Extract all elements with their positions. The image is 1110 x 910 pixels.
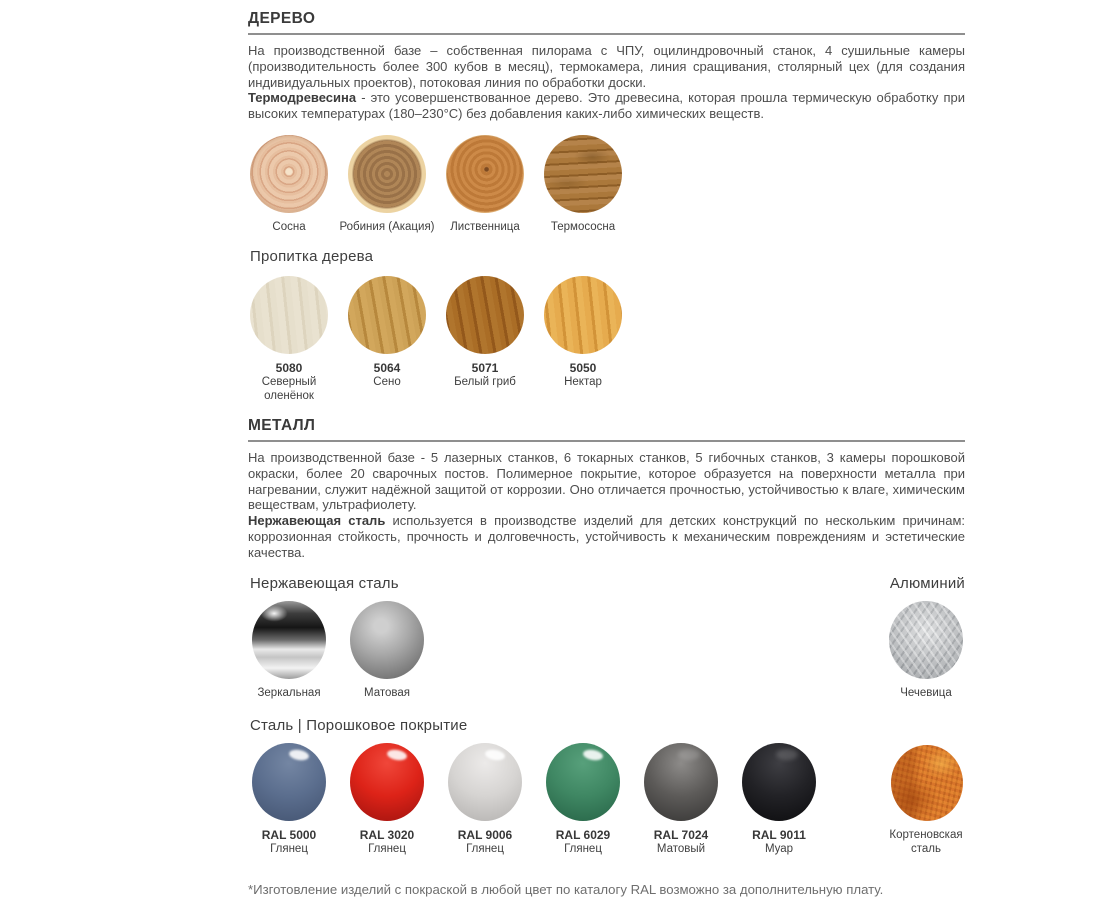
powder-swatch-row	[248, 743, 965, 856]
metal-section-title: МЕТАЛЛ	[248, 416, 316, 434]
pine-wood-swatch-image	[250, 135, 328, 213]
metal-paragraph-2	[248, 513, 965, 560]
swatch-label: Лиственница	[450, 220, 520, 233]
ral3020-swatch-image	[350, 743, 424, 821]
swatch-label: Чечевица	[900, 686, 952, 699]
ral5000-swatch-image	[252, 743, 326, 821]
wood-section-divider	[248, 33, 965, 35]
ral-code: RAL 5000	[261, 827, 317, 842]
wood-swatch-row	[248, 135, 965, 234]
impregnation-swatch-row	[248, 276, 965, 403]
stain-name: Белый гриб	[454, 375, 516, 388]
swatch-label: Сосна	[272, 220, 306, 233]
aluminum-title: Алюминий	[889, 574, 965, 592]
stain-5071-swatch-image	[446, 276, 524, 354]
larch-wood-swatch-image	[446, 135, 524, 213]
thermo-pine-swatch-image	[544, 135, 622, 213]
wood-term-bold: Термодревесина	[248, 90, 357, 106]
stainless-title: Нержавеющая сталь	[250, 574, 399, 592]
metal-section-divider	[248, 440, 965, 442]
footnote: *Изготовление изделий с покраской в любой цвет по каталогу RAL возможно за дополнительную плату.	[248, 881, 884, 897]
checker-plate-swatch-image	[889, 601, 963, 679]
wood-paragraph-2	[248, 90, 965, 122]
swatch-aluminum-checker	[867, 601, 965, 700]
ral-code: RAL 3020	[359, 827, 415, 842]
powder-coating-title: Сталь | Порошковое покрытие	[250, 716, 468, 734]
impregnation-heading-row	[248, 248, 965, 265]
wood-term-text: - это усовершенствованное дерево. Это древесина, которая прошла термическую обработку при высоких температурах (180–230°С) без добавления каких-либо химических веществ.	[248, 90, 965, 122]
stain-name: Сено	[373, 375, 401, 388]
swatch-corten-steel	[867, 743, 965, 856]
ral-finish: Глянец	[270, 842, 308, 855]
stain-code: 5064	[373, 360, 401, 375]
corten-name: Кортеновская сталь	[889, 828, 963, 855]
ral-finish: Глянец	[368, 842, 406, 855]
swatch-5050	[544, 276, 642, 403]
swatch-label	[704, 828, 854, 856]
matte-steel-swatch-image	[350, 601, 424, 679]
acacia-wood-swatch-image	[348, 135, 426, 213]
swatch-label	[508, 361, 658, 389]
stain-5064-swatch-image	[348, 276, 426, 354]
wood-section-title: ДЕРЕВО	[248, 10, 316, 27]
stainless-heading-row	[248, 575, 965, 592]
wood-paragraph-1: На производственной базе – собственная пилорама с ЧПУ, оцилиндровочный станок, 4 сушильные камеры (производительность более 300 кубов в месяц), термокамера, линия сращивания, столярный цех (для создания индивидуальных проектов), потоковая линия по обработки доски.	[248, 43, 965, 90]
stain-5080-swatch-image	[250, 276, 328, 354]
ral7024-swatch-image	[644, 743, 718, 821]
corten-steel-swatch-image	[891, 745, 963, 821]
ral-code: RAL 9006	[457, 827, 513, 842]
ral-finish: Муар	[764, 842, 794, 855]
swatch-termososna	[544, 135, 642, 234]
ral-finish: Глянец	[564, 842, 602, 855]
swatch-ral9011	[740, 743, 838, 856]
stain-code: 5071	[471, 360, 499, 375]
swatch-label: Термососна	[550, 220, 616, 233]
impregnation-title: Пропитка дерева	[250, 247, 374, 265]
ral9011-swatch-image	[742, 743, 816, 821]
ral-finish: Глянец	[466, 842, 504, 855]
stain-code: 5050	[569, 360, 597, 375]
stain-code: 5080	[275, 360, 303, 375]
metal-paragraph-1: На производственной базе - 5 лазерных станков, 6 токарных станков, 5 гибочных станков, 3 камеры порошковой окраски, более 20 сварочных постов. Полимерное покрытие, которое образуется на поверхности металла при нагревании, служит надёжной защитой от коррозии. Оно отличается прочностью, устойчивостью к влаге, химическим веществам, ультрафиолету.	[248, 449, 965, 513]
ral-code: RAL 6029	[555, 827, 611, 842]
swatch-label	[851, 828, 1001, 856]
stainless-bold: Нержавеющая сталь	[248, 513, 386, 529]
powder-heading-row	[248, 717, 965, 734]
stainless-swatch-row	[248, 601, 965, 700]
ral9006-swatch-image	[448, 743, 522, 821]
mirror-steel-swatch-image	[252, 601, 326, 679]
ral-code: RAL 7024	[653, 827, 709, 842]
stain-name: Нектар	[564, 375, 602, 388]
ral-finish: Матовый	[656, 842, 706, 855]
ral6029-swatch-image	[546, 743, 620, 821]
swatch-label: Зеркальная	[257, 686, 321, 699]
swatch-matte-steel	[348, 601, 446, 700]
swatch-label: Матовая	[364, 686, 410, 699]
page-content	[248, 0, 965, 910]
stain-name: Северный оленёнок	[261, 375, 317, 402]
stain-5050-swatch-image	[544, 276, 622, 354]
stainless-text: используется в производстве изделий для детских конструкций по нескольким причинам: коррозионная стойкость, прочность и долговечность, устойчивость к механическим повреждениям и эстетические качества.	[248, 513, 965, 560]
swatch-label: Робиния (Акация)	[339, 220, 435, 233]
ral-code: RAL 9011	[752, 827, 806, 842]
